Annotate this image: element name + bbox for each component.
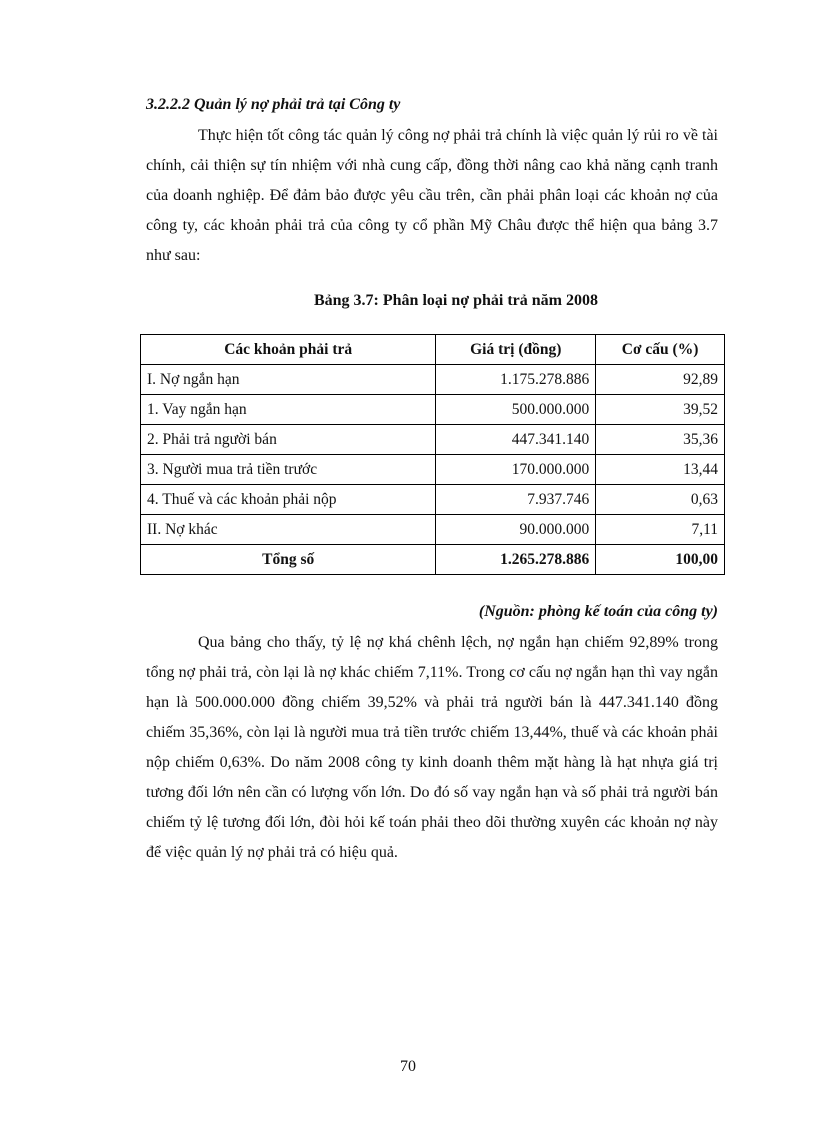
row-item-name: 2. Phải trả người bán bbox=[141, 425, 436, 455]
column-header-share: Cơ cấu (%) bbox=[596, 335, 725, 365]
row-item-name: 1. Vay ngắn hạn bbox=[141, 395, 436, 425]
row-item-value: 1.175.278.886 bbox=[436, 365, 596, 395]
row-item-share: 92,89 bbox=[596, 365, 725, 395]
total-value: 1.265.278.886 bbox=[436, 545, 596, 575]
intro-paragraph: Thực hiện tốt công tác quản lý công nợ phải trả chính là việc quản lý rủi ro về tài chính, cải thiện sự tín nhiệm với nhà cung cấp, đồng thời nâng cao khả năng cạnh tranh của doanh nghiệp. Để đảm bảo được yêu cầu trên, cần phải phân loại các khoản nợ của công ty, các khoản phải trả của công ty cổ phần Mỹ Châu được thể hiện qua bảng 3.7 như sau: bbox=[146, 127, 718, 264]
row-item-share: 0,63 bbox=[596, 485, 725, 515]
table-row bbox=[141, 515, 725, 545]
payables-table bbox=[140, 334, 725, 575]
row-item-value: 447.341.140 bbox=[436, 425, 596, 455]
table-row bbox=[141, 485, 725, 515]
row-item-name: 4. Thuế và các khoản phải nộp bbox=[141, 485, 436, 515]
row-item-value: 7.937.746 bbox=[436, 485, 596, 515]
column-header-item: Các khoản phải trả bbox=[141, 335, 436, 365]
row-item-share: 35,36 bbox=[596, 425, 725, 455]
table-row bbox=[141, 365, 725, 395]
row-item-share: 7,11 bbox=[596, 515, 725, 545]
table-row bbox=[141, 395, 725, 425]
column-header-value: Giá trị (đồng) bbox=[436, 335, 596, 365]
row-item-share: 39,52 bbox=[596, 395, 725, 425]
table-row bbox=[141, 425, 725, 455]
page-number: 70 bbox=[400, 1058, 416, 1075]
row-item-name: I. Nợ ngắn hạn bbox=[141, 365, 436, 395]
analysis-paragraph: Qua bảng cho thấy, tỷ lệ nợ khá chênh lệch, nợ ngắn hạn chiếm 92,89% trong tổng nợ phải trả, còn lại là nợ khác chiếm 7,11%. Trong cơ cấu nợ ngắn hạn thì vay ngắn hạn là 500.000.000 đồng chiếm 39,52% và phải trả người bán là 447.341.140 đồng chiếm 35,36%, còn lại là người mua trả tiền trước chiếm 13,44%, thuế và các khoản phải nộp chiếm 0,63%. Do năm 2008 công ty kinh doanh thêm mặt hàng là hạt nhựa giá trị tương đối lớn nên cần có lượng vốn lớn. Do đó số vay ngắn hạn và số phải trả người bán chiếm tỷ lệ tương đối lớn, đòi hỏi kế toán phải theo dõi thường xuyên các khoản nợ này để việc quản lý nợ phải trả có hiệu quả. bbox=[146, 634, 718, 861]
row-item-name: II. Nợ khác bbox=[141, 515, 436, 545]
table-total-row bbox=[141, 545, 725, 575]
table-source-note: (Nguồn: phòng kế toán của công ty) bbox=[478, 603, 718, 620]
row-item-value: 170.000.000 bbox=[436, 455, 596, 485]
total-label: Tổng số bbox=[141, 545, 436, 575]
row-item-value: 90.000.000 bbox=[436, 515, 596, 545]
table-row bbox=[141, 455, 725, 485]
table-header-row bbox=[141, 335, 725, 365]
table-caption: Bảng 3.7: Phân loại nợ phải trả năm 2008 bbox=[313, 292, 598, 309]
row-item-value: 500.000.000 bbox=[436, 395, 596, 425]
section-heading: 3.2.2.2 Quản lý nợ phải trả tại Công ty bbox=[146, 96, 401, 113]
total-share: 100,00 bbox=[596, 545, 725, 575]
row-item-share: 13,44 bbox=[596, 455, 725, 485]
row-item-name: 3. Người mua trả tiền trước bbox=[141, 455, 436, 485]
